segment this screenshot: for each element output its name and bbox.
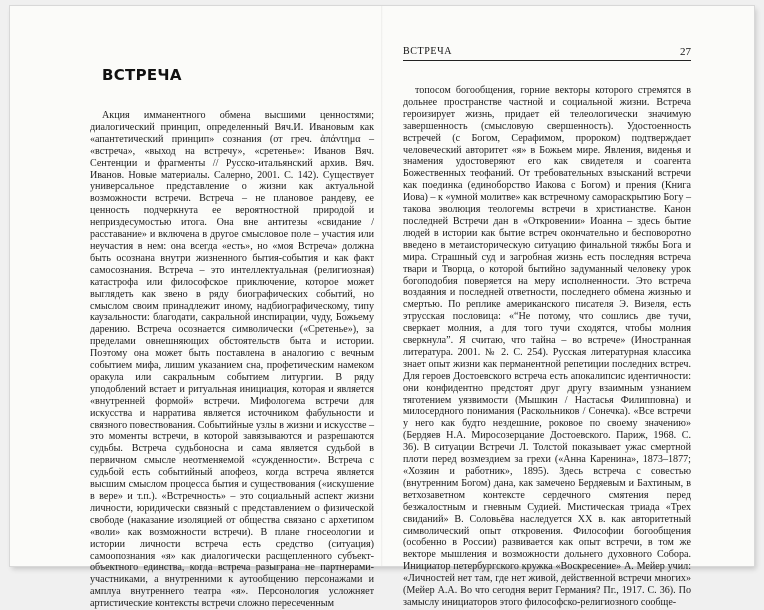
left-page-paragraph: Акция имманентного обмена высшими ценностями; диалогический принцип, определенный Вяч.И. Ивановым как «апантетический принцип» сознания (от греч. ἀπάντημα – «встреча», «выход на встречу», «сретенье»: Иванов Вяч. Сентенции и фрагменты // Русско-итальянский архив. Вяч. Иванов. Новые материалы. Салерно, 2001. С. 142). Существует универсальное представление о жизни как актуальной возможности встречи. Встреча – не плановое рандеву, ее ценность подчеркнута ее вероятностной природой и неприздесумостью итога. Она вне антитезы «свидание / расставание» и включена в другое смысловое поле – участия или неучастия в нем: она всегда «есть», но «моя Встреча» должна быть осознана внутри жизненного бытия-события и как факт самосознания. Встреча – это интеллектуальная (религиозная) катастрофа или философское приключение, которое может выглядеть как звено в ряду биографических событий, но смыслом своим принадлежит иному, надбиографическому, типу каузальности: благодати, сакральной инспирации, чуду, Божьему дарению. Встреча осознается символически («Сретенье»), за пределами овнешняющих обстоятельств быта и истории. Поэтому она может быть поставлена в аналогию с вечным событием мифа, лишим указанием сна, профетическим намеком оракула или сакральным событием литургии. В ряду уподоблений встает и ритуальная инициация, которая и является «внутренней формой» встречи. Мифологема встречи для искусства и нарратива является источником фабульности и связного повествования. Событийные узлы в жизни и искусстве – это моменты встречи, в которой завязываются и разрешаются судьбы. Встреча судьбоносна и сама является судьбой в первичном смысле неотменяемой «сужденности». Встреча с судьбой есть событийный апофеоз, когда встреча является высшим смыслом процесса бытия и существования («искушение в вере» и т.п.). «Встречность» – это социальный аспект жизни личности, юридически связный с представлением о физической свободе (наказание изоляцией от общества связано с архетипом «воли» как возможности встречи). В плане гносеологии и истории личности встреча есть средство (ситуация) самоопознания «я» как диалогически расщепленного субъект-объектного единства, когда встреча разыграна не партнерами-участниками, а внутренними к аутообщению персонажами и амплуа внутреннего театра «я». Персонология усложняет артистические контексты встречи сложно пересеченным [90,110,374,610]
left-page [10,6,381,610]
running-header-title: ВСТРЕЧА [403,46,453,57]
book-spread [10,6,754,610]
left-page-text [90,110,374,610]
right-page-paragraph: топосом богообщения, горние векторы которого стремятся в дольнее пространстве частной и социальной жизни. Встреча героизирует жизнь, придает ей телеологически значимую завершенность (смысловую свершенность). Удостоенность встречей (с Богом, Серафимом, пророком) подтверждает человеческий авторитет «я» в Божьем мире. Явления, виденья и знамения удостоверяют его как свидетеля и соагента Божественных теофаний. От требовательных взысканий встречи как поединка (единоборство Иакова с Богом) и прения (Книга Иова) – к «умной молитве» как встречному самораскрытию Богу – такова эволюция теологемы встречи в христианстве. Канон последней Встречи дан в «Откровении» Иоанна – здесь бытие людей в истории как бытие встреч окончательно и бесповоротно введено в метаисторическую ситуацию финальной тяжбы Бога и мира. Страшный суд и загробная жизнь есть последняя встреча твари и Творца, о которой бытийно задуманный человеку урок богоподобия поверяется на меру исполненности. Это встреча воздаяния и последней ответности, последнего обмена жизнью и смертью. По реплике американского писателя Э. Визеля, есть этрусская пословица: «“Не потому, что сошлись две тучи, сверкает молния, а для того тучи сходятся, чтобы молния сверкнула”. Я считаю, что тайна – во встрече» (Иностранная литература. 2001. № 2. С. 254). Русская литературная классика знает опыт жизни как перманентной репетиции последних встреч. Для героев Достоевского встреча есть апокалипсис идентичности: они конфидентно предстоят друг другу взаимным узнанием тяготением уязвимости (Мышкин / Настасья Филипповна) и милосердного понимания (Раскольников / Сонечка). «Все встречи у него как будто нездешние, роковое по своему значению» (Бердяев Н.А. Миросозерцание Достоевского. Париж, 1968. С. 36). В ситуации Встречи Л. Толстой показывает ужас смертной плоти перед возмездием за грехи («Анна Каренина», 1873–1877; «Хозяин и работник», 1895). Здесь встреча с совестью (внутренним Богом) дана, как замечено Бердяевым и Бахтиным, в ветхозаветном контексте сердечного смятения перед безжалостным и гневным Судией. Мистическая триада «Трех свиданий» В. Соловьёва наследуется XX в. как авторитетный символический опыт откровения. Философии богообщения (особенно в России) развивается как опыт встречи, в том же векторе мышления и возможности дольнего духовного Собора. Инициатор петербургского кружка «Воскресение» А. Мейер учил: «Личностей нет там, где нет живой, действенной встречи многих» (Мейер А.А. Во что сегодня верит Германия? Пг., 1917. С. 36). По замыслу инициаторов этого философско-религиозного сообще- [403,85,691,608]
article-title: ВСТРЕЧА [102,66,182,84]
right-page [383,6,754,608]
running-header [403,46,691,61]
page-number: 27 [680,46,691,58]
right-page-text [403,85,691,609]
